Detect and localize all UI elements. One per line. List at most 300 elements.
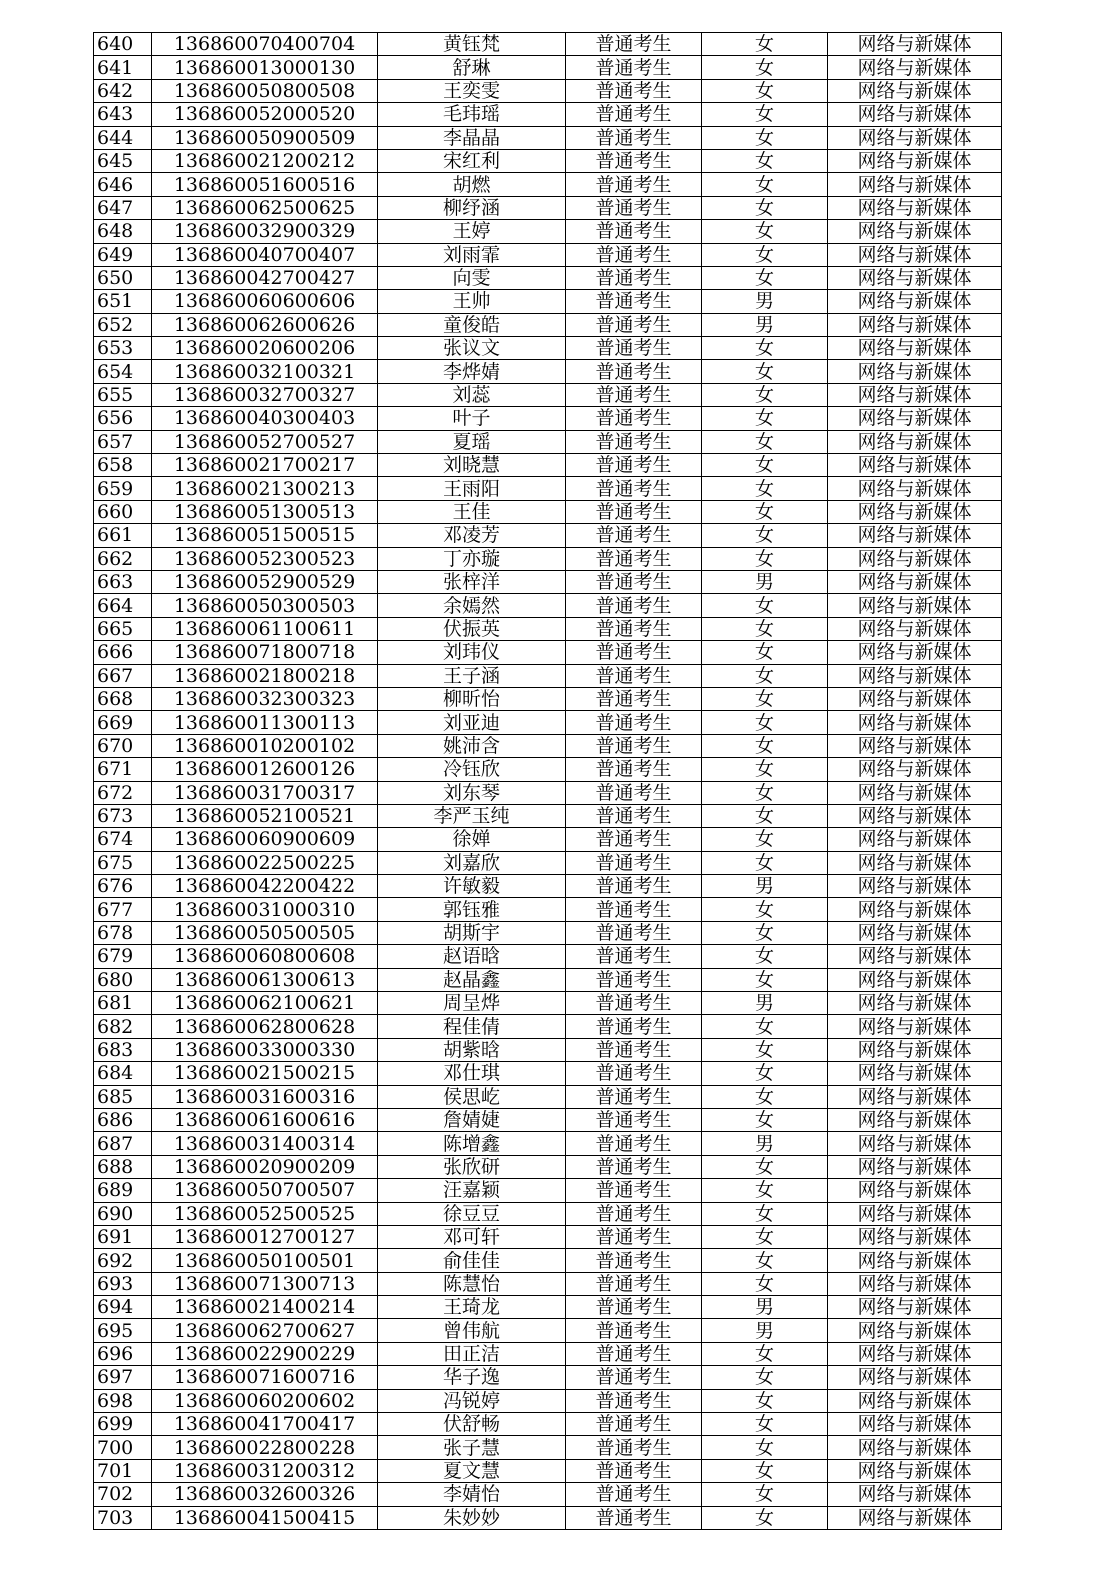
candidate-name-cell: 黄钰梵 (378, 33, 566, 56)
table-row (94, 945, 1002, 968)
serial-number-cell: 685 (94, 1085, 152, 1108)
table-row (94, 290, 1002, 313)
exam-id-cell: 136860041500415 (152, 1506, 378, 1529)
table-row (94, 828, 1002, 851)
major-cell: 网络与新媒体 (828, 313, 1002, 336)
major-cell: 网络与新媒体 (828, 758, 1002, 781)
gender-cell: 女 (702, 781, 828, 804)
table-row (94, 126, 1002, 149)
candidate-type-cell: 普通考生 (566, 79, 702, 102)
serial-number-cell: 702 (94, 1483, 152, 1506)
exam-id-cell: 136860020600206 (152, 337, 378, 360)
candidate-name-cell: 陈慧怡 (378, 1272, 566, 1295)
candidate-name-cell: 曾伟航 (378, 1319, 566, 1342)
gender-cell: 男 (702, 290, 828, 313)
major-cell: 网络与新媒体 (828, 828, 1002, 851)
table-row (94, 664, 1002, 687)
table-row (94, 454, 1002, 477)
exam-id-cell: 136860012700127 (152, 1225, 378, 1248)
gender-cell: 女 (702, 711, 828, 734)
major-cell: 网络与新媒体 (828, 196, 1002, 219)
candidate-name-cell: 詹婧婕 (378, 1108, 566, 1131)
candidate-name-cell: 邓仕琪 (378, 1062, 566, 1085)
candidate-name-cell: 夏瑶 (378, 430, 566, 453)
serial-number-cell: 640 (94, 33, 152, 56)
major-cell: 网络与新媒体 (828, 1038, 1002, 1061)
gender-cell: 女 (702, 1155, 828, 1178)
major-cell: 网络与新媒体 (828, 454, 1002, 477)
serial-number-cell: 683 (94, 1038, 152, 1061)
major-cell: 网络与新媒体 (828, 1062, 1002, 1085)
table-row (94, 1272, 1002, 1295)
table-row (94, 1366, 1002, 1389)
exam-id-cell: 136860050300503 (152, 594, 378, 617)
gender-cell: 女 (702, 1249, 828, 1272)
candidate-name-cell: 邓凌芳 (378, 524, 566, 547)
table-row (94, 898, 1002, 921)
major-cell: 网络与新媒体 (828, 781, 1002, 804)
candidate-name-cell: 李婧怡 (378, 1483, 566, 1506)
major-cell: 网络与新媒体 (828, 1272, 1002, 1295)
serial-number-cell: 669 (94, 711, 152, 734)
table-row (94, 547, 1002, 570)
gender-cell: 女 (702, 430, 828, 453)
gender-cell: 男 (702, 992, 828, 1015)
serial-number-cell: 657 (94, 430, 152, 453)
major-cell: 网络与新媒体 (828, 641, 1002, 664)
gender-cell: 女 (702, 1413, 828, 1436)
major-cell: 网络与新媒体 (828, 1366, 1002, 1389)
major-cell: 网络与新媒体 (828, 1436, 1002, 1459)
serial-number-cell: 675 (94, 851, 152, 874)
candidate-name-cell: 童俊皓 (378, 313, 566, 336)
table-row (94, 641, 1002, 664)
table-row (94, 781, 1002, 804)
table-row (94, 407, 1002, 430)
gender-cell: 男 (702, 1319, 828, 1342)
major-cell: 网络与新媒体 (828, 33, 1002, 56)
major-cell: 网络与新媒体 (828, 711, 1002, 734)
candidate-type-cell: 普通考生 (566, 126, 702, 149)
gender-cell: 女 (702, 266, 828, 289)
candidate-type-cell: 普通考生 (566, 570, 702, 593)
serial-number-cell: 698 (94, 1389, 152, 1412)
table-row (94, 1296, 1002, 1319)
serial-number-cell: 682 (94, 1015, 152, 1038)
candidate-type-cell: 普通考生 (566, 500, 702, 523)
major-cell: 网络与新媒体 (828, 79, 1002, 102)
serial-number-cell: 690 (94, 1202, 152, 1225)
major-cell: 网络与新媒体 (828, 968, 1002, 991)
exam-id-cell: 136860022800228 (152, 1436, 378, 1459)
exam-id-cell: 136860052100521 (152, 804, 378, 827)
exam-id-cell: 136860022500225 (152, 851, 378, 874)
exam-id-cell: 136860022900229 (152, 1342, 378, 1365)
serial-number-cell: 673 (94, 804, 152, 827)
gender-cell: 女 (702, 851, 828, 874)
table-row (94, 921, 1002, 944)
candidate-type-cell: 普通考生 (566, 1202, 702, 1225)
gender-cell: 女 (702, 921, 828, 944)
gender-cell: 女 (702, 594, 828, 617)
table-row (94, 758, 1002, 781)
table-row (94, 1015, 1002, 1038)
candidate-name-cell: 陈增鑫 (378, 1132, 566, 1155)
serial-number-cell: 642 (94, 79, 152, 102)
major-cell: 网络与新媒体 (828, 1296, 1002, 1319)
candidate-type-cell: 普通考生 (566, 1436, 702, 1459)
serial-number-cell: 696 (94, 1342, 152, 1365)
candidate-name-cell: 姚沛含 (378, 734, 566, 757)
gender-cell: 女 (702, 687, 828, 710)
table-row (94, 79, 1002, 102)
candidate-type-cell: 普通考生 (566, 734, 702, 757)
candidate-name-cell: 李烨婧 (378, 360, 566, 383)
serial-number-cell: 684 (94, 1062, 152, 1085)
serial-number-cell: 686 (94, 1108, 152, 1131)
candidate-name-cell: 华子逸 (378, 1366, 566, 1389)
candidate-type-cell: 普通考生 (566, 992, 702, 1015)
candidate-name-cell: 张议文 (378, 337, 566, 360)
major-cell: 网络与新媒体 (828, 594, 1002, 617)
candidate-name-cell: 刘嘉欣 (378, 851, 566, 874)
table-row (94, 1413, 1002, 1436)
candidate-name-cell: 李严玉纯 (378, 804, 566, 827)
gender-cell: 男 (702, 875, 828, 898)
table-row (94, 337, 1002, 360)
gender-cell: 女 (702, 1342, 828, 1365)
candidate-type-cell: 普通考生 (566, 454, 702, 477)
serial-number-cell: 667 (94, 664, 152, 687)
exam-id-cell: 136860050800508 (152, 79, 378, 102)
gender-cell: 女 (702, 617, 828, 640)
candidate-type-cell: 普通考生 (566, 266, 702, 289)
candidate-type-cell: 普通考生 (566, 1038, 702, 1061)
candidate-type-cell: 普通考生 (566, 477, 702, 500)
table-row (94, 1062, 1002, 1085)
candidate-name-cell: 张子慧 (378, 1436, 566, 1459)
candidate-type-cell: 普通考生 (566, 758, 702, 781)
candidate-type-cell: 普通考生 (566, 641, 702, 664)
table-row (94, 1085, 1002, 1108)
candidate-name-cell: 徐豆豆 (378, 1202, 566, 1225)
candidate-name-cell: 侯思屹 (378, 1085, 566, 1108)
gender-cell: 女 (702, 454, 828, 477)
candidate-table-body (94, 33, 1002, 1530)
table-row (94, 687, 1002, 710)
gender-cell: 女 (702, 33, 828, 56)
exam-id-cell: 136860060800608 (152, 945, 378, 968)
exam-id-cell: 136860021400214 (152, 1296, 378, 1319)
serial-number-cell: 693 (94, 1272, 152, 1295)
gender-cell: 女 (702, 407, 828, 430)
table-row (94, 1342, 1002, 1365)
table-row (94, 1155, 1002, 1178)
candidate-type-cell: 普通考生 (566, 968, 702, 991)
candidate-name-cell: 王奕雯 (378, 79, 566, 102)
exam-id-cell: 136860062500625 (152, 196, 378, 219)
serial-number-cell: 681 (94, 992, 152, 1015)
candidate-name-cell: 伏舒畅 (378, 1413, 566, 1436)
candidate-type-cell: 普通考生 (566, 921, 702, 944)
candidate-type-cell: 普通考生 (566, 594, 702, 617)
candidate-type-cell: 普通考生 (566, 1225, 702, 1248)
exam-id-cell: 136860071800718 (152, 641, 378, 664)
major-cell: 网络与新媒体 (828, 664, 1002, 687)
serial-number-cell: 647 (94, 196, 152, 219)
candidate-table (93, 32, 1002, 1530)
major-cell: 网络与新媒体 (828, 360, 1002, 383)
serial-number-cell: 699 (94, 1413, 152, 1436)
candidate-type-cell: 普通考生 (566, 149, 702, 172)
major-cell: 网络与新媒体 (828, 875, 1002, 898)
table-row (94, 851, 1002, 874)
candidate-name-cell: 王子涵 (378, 664, 566, 687)
major-cell: 网络与新媒体 (828, 477, 1002, 500)
table-row (94, 266, 1002, 289)
table-row (94, 1038, 1002, 1061)
major-cell: 网络与新媒体 (828, 1015, 1002, 1038)
candidate-name-cell: 王帅 (378, 290, 566, 313)
major-cell: 网络与新媒体 (828, 1459, 1002, 1482)
serial-number-cell: 660 (94, 500, 152, 523)
gender-cell: 女 (702, 1436, 828, 1459)
serial-number-cell: 653 (94, 337, 152, 360)
candidate-type-cell: 普通考生 (566, 1413, 702, 1436)
candidate-name-cell: 夏文慧 (378, 1459, 566, 1482)
exam-id-cell: 136860012600126 (152, 758, 378, 781)
serial-number-cell: 694 (94, 1296, 152, 1319)
gender-cell: 女 (702, 898, 828, 921)
gender-cell: 女 (702, 1366, 828, 1389)
table-row (94, 313, 1002, 336)
exam-id-cell: 136860051600516 (152, 173, 378, 196)
candidate-name-cell: 刘雨霏 (378, 243, 566, 266)
gender-cell: 女 (702, 1202, 828, 1225)
gender-cell: 女 (702, 1272, 828, 1295)
gender-cell: 女 (702, 1389, 828, 1412)
major-cell: 网络与新媒体 (828, 1202, 1002, 1225)
candidate-type-cell: 普通考生 (566, 1366, 702, 1389)
serial-number-cell: 662 (94, 547, 152, 570)
major-cell: 网络与新媒体 (828, 383, 1002, 406)
major-cell: 网络与新媒体 (828, 1483, 1002, 1506)
candidate-name-cell: 邓可轩 (378, 1225, 566, 1248)
candidate-name-cell: 俞佳佳 (378, 1249, 566, 1272)
candidate-name-cell: 毛玮瑶 (378, 103, 566, 126)
major-cell: 网络与新媒体 (828, 56, 1002, 79)
gender-cell: 女 (702, 1506, 828, 1529)
candidate-name-cell: 张欣研 (378, 1155, 566, 1178)
exam-id-cell: 136860062600626 (152, 313, 378, 336)
gender-cell: 女 (702, 1015, 828, 1038)
major-cell: 网络与新媒体 (828, 1225, 1002, 1248)
major-cell: 网络与新媒体 (828, 1413, 1002, 1436)
serial-number-cell: 695 (94, 1319, 152, 1342)
gender-cell: 女 (702, 1085, 828, 1108)
candidate-type-cell: 普通考生 (566, 1459, 702, 1482)
major-cell: 网络与新媒体 (828, 804, 1002, 827)
candidate-type-cell: 普通考生 (566, 1342, 702, 1365)
candidate-name-cell: 胡斯宇 (378, 921, 566, 944)
major-cell: 网络与新媒体 (828, 547, 1002, 570)
exam-id-cell: 136860032100321 (152, 360, 378, 383)
candidate-type-cell: 普通考生 (566, 1296, 702, 1319)
candidate-type-cell: 普通考生 (566, 828, 702, 851)
exam-id-cell: 136860040300403 (152, 407, 378, 430)
candidate-name-cell: 宋红利 (378, 149, 566, 172)
gender-cell: 女 (702, 477, 828, 500)
candidate-type-cell: 普通考生 (566, 1108, 702, 1131)
exam-id-cell: 136860070400704 (152, 33, 378, 56)
candidate-name-cell: 胡紫晗 (378, 1038, 566, 1061)
candidate-name-cell: 冷钰欣 (378, 758, 566, 781)
candidate-type-cell: 普通考生 (566, 430, 702, 453)
exam-id-cell: 136860052000520 (152, 103, 378, 126)
table-row (94, 570, 1002, 593)
table-row (94, 103, 1002, 126)
candidate-name-cell: 冯锐婷 (378, 1389, 566, 1412)
serial-number-cell: 641 (94, 56, 152, 79)
gender-cell: 女 (702, 828, 828, 851)
candidate-type-cell: 普通考生 (566, 1272, 702, 1295)
candidate-name-cell: 王婷 (378, 220, 566, 243)
candidate-name-cell: 刘蕊 (378, 383, 566, 406)
major-cell: 网络与新媒体 (828, 220, 1002, 243)
candidate-type-cell: 普通考生 (566, 196, 702, 219)
serial-number-cell: 703 (94, 1506, 152, 1529)
table-row (94, 33, 1002, 56)
candidate-name-cell: 李晶晶 (378, 126, 566, 149)
candidate-name-cell: 王雨阳 (378, 477, 566, 500)
candidate-name-cell: 胡燃 (378, 173, 566, 196)
gender-cell: 女 (702, 734, 828, 757)
gender-cell: 男 (702, 1132, 828, 1155)
gender-cell: 女 (702, 547, 828, 570)
table-row (94, 383, 1002, 406)
serial-number-cell: 655 (94, 383, 152, 406)
candidate-type-cell: 普通考生 (566, 337, 702, 360)
candidate-type-cell: 普通考生 (566, 243, 702, 266)
exam-id-cell: 136860032600326 (152, 1483, 378, 1506)
candidate-name-cell: 张梓洋 (378, 570, 566, 593)
serial-number-cell: 645 (94, 149, 152, 172)
major-cell: 网络与新媒体 (828, 1506, 1002, 1529)
candidate-name-cell: 王琦龙 (378, 1296, 566, 1319)
table-row (94, 500, 1002, 523)
gender-cell: 女 (702, 664, 828, 687)
candidate-type-cell: 普通考生 (566, 313, 702, 336)
candidate-type-cell: 普通考生 (566, 1062, 702, 1085)
serial-number-cell: 668 (94, 687, 152, 710)
serial-number-cell: 665 (94, 617, 152, 640)
candidate-type-cell: 普通考生 (566, 1015, 702, 1038)
major-cell: 网络与新媒体 (828, 570, 1002, 593)
gender-cell: 女 (702, 337, 828, 360)
serial-number-cell: 652 (94, 313, 152, 336)
exam-id-cell: 136860062800628 (152, 1015, 378, 1038)
candidate-type-cell: 普通考生 (566, 945, 702, 968)
serial-number-cell: 672 (94, 781, 152, 804)
major-cell: 网络与新媒体 (828, 1249, 1002, 1272)
major-cell: 网络与新媒体 (828, 898, 1002, 921)
serial-number-cell: 663 (94, 570, 152, 593)
gender-cell: 女 (702, 243, 828, 266)
major-cell: 网络与新媒体 (828, 430, 1002, 453)
table-row (94, 1389, 1002, 1412)
serial-number-cell: 701 (94, 1459, 152, 1482)
major-cell: 网络与新媒体 (828, 407, 1002, 430)
serial-number-cell: 648 (94, 220, 152, 243)
exam-id-cell: 136860041700417 (152, 1413, 378, 1436)
table-row (94, 1179, 1002, 1202)
exam-id-cell: 136860031000310 (152, 898, 378, 921)
exam-id-cell: 136860051300513 (152, 500, 378, 523)
exam-id-cell: 136860052300523 (152, 547, 378, 570)
gender-cell: 女 (702, 1108, 828, 1131)
table-row (94, 477, 1002, 500)
candidate-name-cell: 许敏毅 (378, 875, 566, 898)
exam-id-cell: 136860071300713 (152, 1272, 378, 1295)
candidate-type-cell: 普通考生 (566, 1483, 702, 1506)
candidate-name-cell: 赵晶鑫 (378, 968, 566, 991)
exam-id-cell: 136860050700507 (152, 1179, 378, 1202)
major-cell: 网络与新媒体 (828, 617, 1002, 640)
exam-id-cell: 136860052700527 (152, 430, 378, 453)
candidate-name-cell: 周呈烨 (378, 992, 566, 1015)
candidate-name-cell: 叶子 (378, 407, 566, 430)
gender-cell: 女 (702, 173, 828, 196)
candidate-type-cell: 普通考生 (566, 898, 702, 921)
table-row (94, 1225, 1002, 1248)
table-row (94, 149, 1002, 172)
table-row (94, 56, 1002, 79)
table-row (94, 430, 1002, 453)
exam-id-cell: 136860042200422 (152, 875, 378, 898)
serial-number-cell: 674 (94, 828, 152, 851)
candidate-type-cell: 普通考生 (566, 360, 702, 383)
candidate-type-cell: 普通考生 (566, 781, 702, 804)
table-row (94, 968, 1002, 991)
serial-number-cell: 651 (94, 290, 152, 313)
gender-cell: 女 (702, 149, 828, 172)
exam-id-cell: 136860032300323 (152, 687, 378, 710)
serial-number-cell: 677 (94, 898, 152, 921)
serial-number-cell: 676 (94, 875, 152, 898)
major-cell: 网络与新媒体 (828, 173, 1002, 196)
serial-number-cell: 680 (94, 968, 152, 991)
candidate-type-cell: 普通考生 (566, 547, 702, 570)
candidate-type-cell: 普通考生 (566, 851, 702, 874)
exam-id-cell: 136860042700427 (152, 266, 378, 289)
exam-id-cell: 136860021300213 (152, 477, 378, 500)
exam-id-cell: 136860021200212 (152, 149, 378, 172)
candidate-name-cell: 向雯 (378, 266, 566, 289)
serial-number-cell: 664 (94, 594, 152, 617)
gender-cell: 女 (702, 220, 828, 243)
exam-id-cell: 136860033000330 (152, 1038, 378, 1061)
major-cell: 网络与新媒体 (828, 524, 1002, 547)
candidate-name-cell: 柳纾涵 (378, 196, 566, 219)
candidate-type-cell: 普通考生 (566, 1389, 702, 1412)
candidate-name-cell: 伏振英 (378, 617, 566, 640)
gender-cell: 男 (702, 570, 828, 593)
major-cell: 网络与新媒体 (828, 1132, 1002, 1155)
gender-cell: 男 (702, 313, 828, 336)
exam-id-cell: 136860051500515 (152, 524, 378, 547)
table-row (94, 804, 1002, 827)
table-row (94, 1202, 1002, 1225)
